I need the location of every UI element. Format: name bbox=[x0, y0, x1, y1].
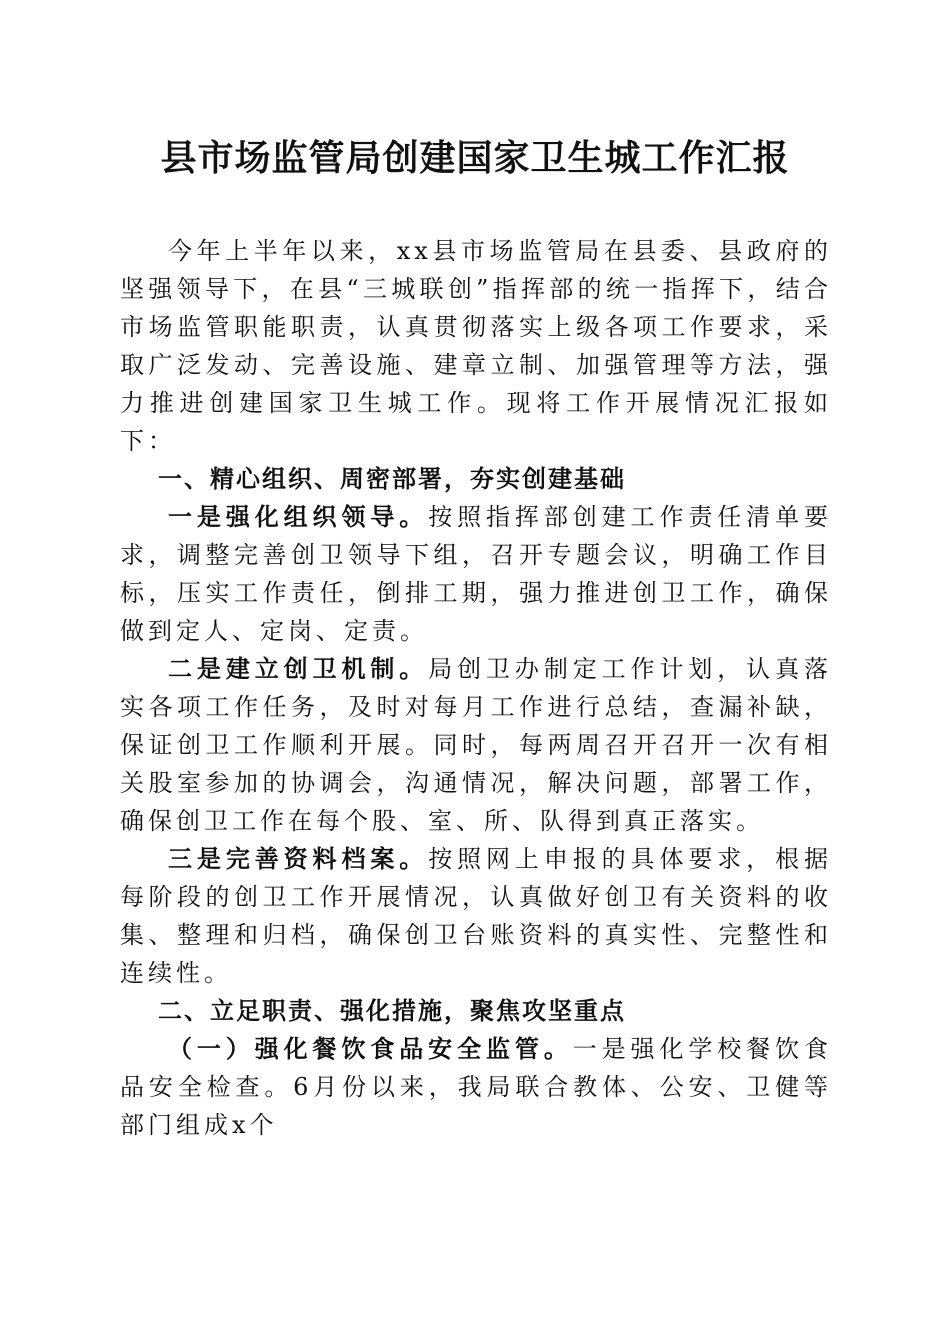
section-1-item-2 bbox=[120, 650, 832, 840]
section-1-item-1 bbox=[120, 498, 832, 650]
section-2-heading: 二、立足职责、强化措施，聚焦攻坚重点 bbox=[158, 997, 626, 1025]
item-lead: 二是建立创卫机制。 bbox=[168, 654, 429, 683]
item-text: 局创卫办制定工作计划，认真落实各项工作任务，及时对每月工作进行总结，查漏补缺，保证创卫工作顺利开展。同时，每两周召开召开一次有相关股室参加的协调会，沟通情况，解决问题，部署工作，确保创卫工作在每个股、室、所、队得到真正落实。 bbox=[120, 655, 833, 835]
document-title: 县市场监管局创建国家卫生城工作汇报 bbox=[160, 137, 790, 179]
item-lead: 三是完善资料档案。 bbox=[168, 844, 429, 873]
document-body bbox=[120, 232, 832, 1144]
section-2-item-1 bbox=[120, 1030, 832, 1144]
item-lead: （一）强化餐饮食品安全监管。 bbox=[168, 1034, 573, 1063]
item-lead: 一是强化组织领导。 bbox=[168, 502, 429, 531]
item-text: 按照指挥部创建工作责任清单要求，调整完善创卫领导下组，召开专题会议，明确工作目标，压实工作责任，倒排工期，强力推进创卫工作，确保做到定人、定岗、定责。 bbox=[120, 503, 833, 645]
section-1-heading: 一、精心组织、周密部署，夯实创建基础 bbox=[158, 465, 626, 493]
item-text: 一是强化学校餐饮食品安全检查。6月份以来，我局联合教体、公安、卫健等部门组成x个 bbox=[120, 1035, 833, 1139]
section-1-item-3 bbox=[120, 840, 832, 992]
intro-paragraph: 今年上半年以来，xx县市场监管局在县委、县政府的坚强领导下，在县“三城联创”指挥部的统一指挥下，结合市场监管职能职责，认真贯彻落实上级各项工作要求，采取广泛发动、完善设施、建章立制、加强管理等方法，强力推进创建国家卫生城工作。现将工作开展情况汇报如下： bbox=[120, 237, 832, 455]
item-text: 按照网上申报的具体要求，根据每阶段的创卫工作开展情况，认真做好创卫有关资料的收集、整理和归档，确保创卫台账资料的真实性、完整性和连续性。 bbox=[120, 845, 833, 987]
